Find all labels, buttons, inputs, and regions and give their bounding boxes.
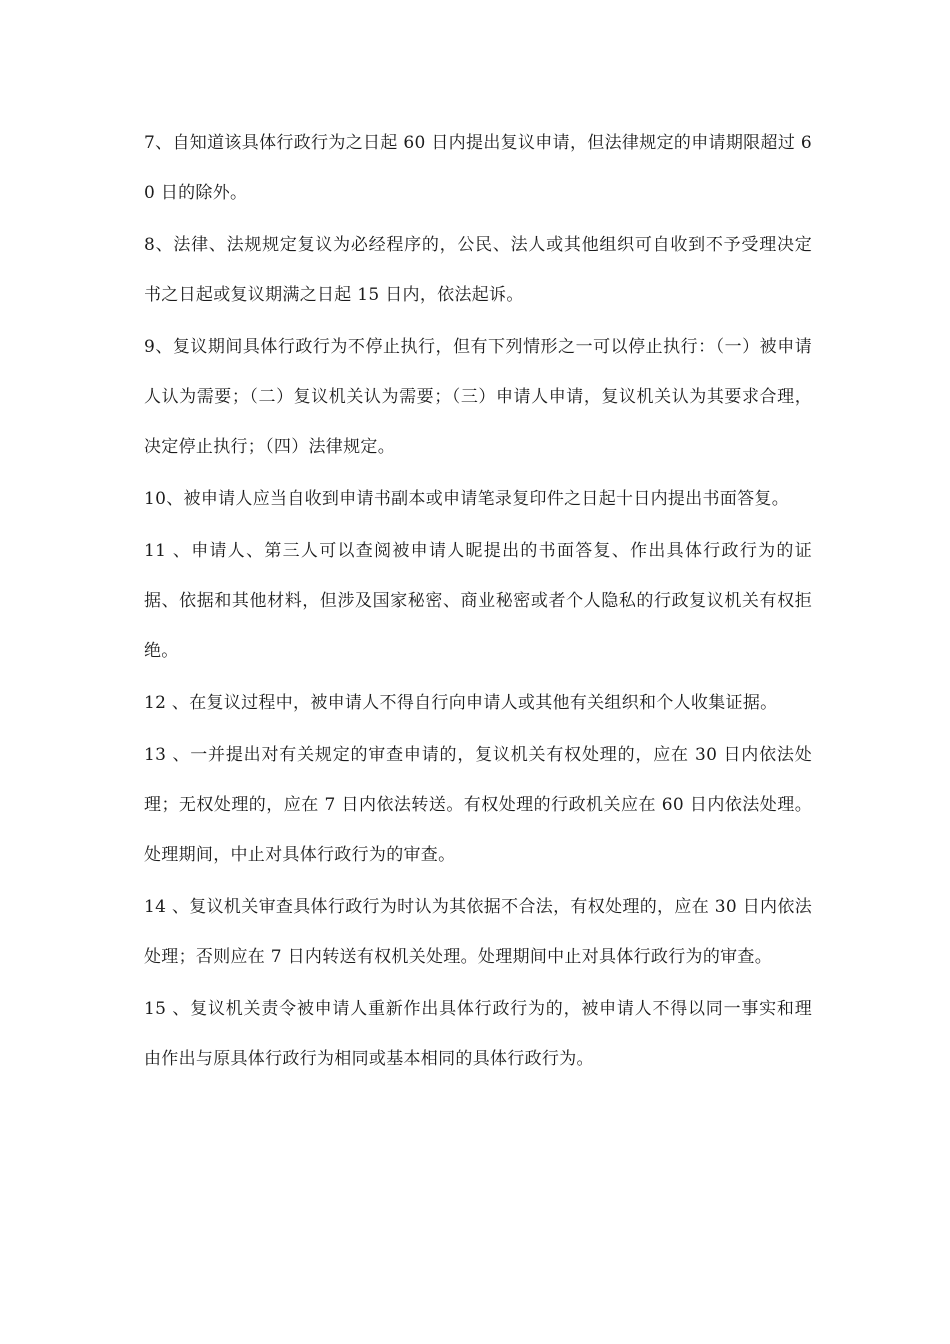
paragraph-item-9: 9、复议期间具体行政行为不停止执行，但有下列情形之一可以停止执行：（一）被申请人认为需要；（二）复议机关认为需要；（三）申请人申请，复议机关认为其要求合理，决定停止执行；（四）法律规定。 (144, 337, 812, 457)
paragraph-item-12: 12 、在复议过程中，被申请人不得自行向申请人或其他有关组织和个人收集证据。 (144, 693, 778, 713)
paragraph-item-15: 15 、复议机关责令被申请人重新作出具体行政行为的，被申请人不得以同一事实和理由作出与原具体行政行为相同或基本相同的具体行政行为。 (144, 999, 812, 1069)
paragraph-item-10: 10、被申请人应当自收到申请书副本或申请笔录复印件之日起十日内提出书面答复。 (144, 489, 790, 509)
document-body (144, 118, 812, 1086)
paragraph-item-13: 13 、一并提出对有关规定的审查申请的，复议机关有权处理的，应在 30 日内依法处理；无权处理的，应在 7 日内依法转送。有权处理的行政机关应在 60 日内依法处理。处理期间，中止对具体行政行为的审查。 (144, 745, 812, 865)
paragraph-item-11: 11 、申请人、第三人可以查阅被申请人昵提出的书面答复、作出具体行政行为的证据、依据和其他材料，但涉及国家秘密、商业秘密或者个人隐私的行政复议机关有权拒绝。 (144, 541, 812, 661)
paragraph-item-8: 8、法律、法规规定复议为必经程序的，公民、法人或其他组织可自收到不予受理决定书之日起或复议期满之日起 15 日内，依法起诉。 (144, 235, 812, 305)
paragraph-item-14: 14 、复议机关审查具体行政行为时认为其依据不合法，有权处理的，应在 30 日内依法处理；否则应在 7 日内转送有权机关处理。处理期间中止对具体行政行为的审查。 (144, 897, 812, 967)
paragraph-item-7: 7、自知道该具体行政行为之日起 60 日内提出复议申请，但法律规定的申请期限超过 60 日的除外。 (144, 133, 812, 203)
